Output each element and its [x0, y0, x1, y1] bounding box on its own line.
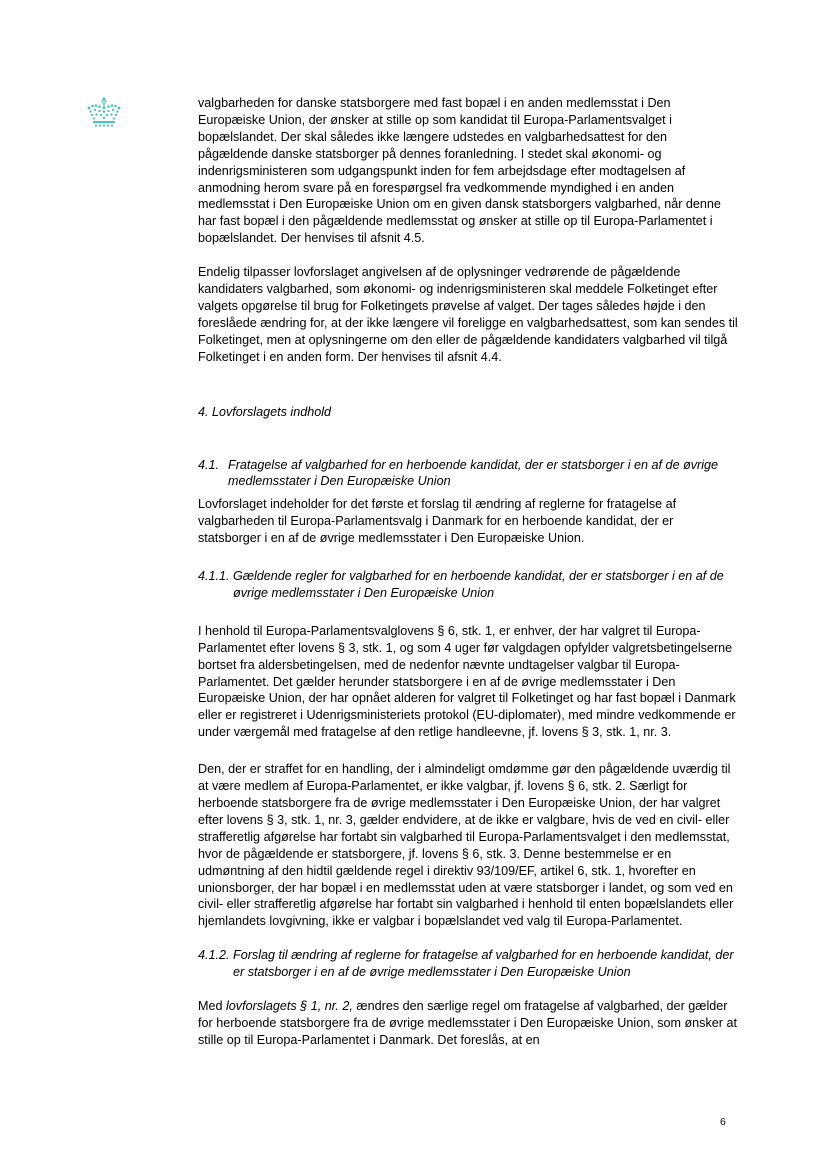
paragraph: I henhold til Europa-Parlamentsvalglovens § 6, stk. 1, er enhver, der har valgret til Europa-Parlamentet efter lovens § 3, stk. 1, og som 4 uger før valgdagen opfylder valgretsbetingelserne bortset fra aldersbetingelsen, med de nedenfor nævnte undtagelser valgbar til Europa-Parlamentet. Det gælder herunder statsborgere i en af de øvrige medlemsstater i Den Europæiske Union, der har opnået alderen for valgret til Folketinget og har fast bopæl i Danmark eller er registreret i Udenrigsministeriets protokol (EU-diplomater), med mindre vedkommende er under værgemål med fratagelse af den retlige handleevne, jf. lovens § 3, stk. 1, nr. 3.: [198, 623, 736, 740]
paragraph: valgbarheden for danske statsborgere med fast bopæl i en anden medlemsstat i Den Europæiske Union, der ønsker at stille op som kandidat til Europa-Parlamentsvalget i bopælslandet. Der skal således ikke længere udstedes en valgbarhedsattest for den pågældende danske statsborger på dennes foranledning. I stedet skal økonomi- og indenrigsministeren som udgangspunkt inden for fem arbejdsdage efter modtagelsen af anmodning herom svare på en forespørgsel fra vedkommende myndighed i en anden medlemsstat i Den Europæiske Union om en given dansk statsborgers valgbarhed, når denne har fast bopæl i den pågældende medlemsstat og ønsker at stille op til Europa-Parlamentet i bopælslandet. Der henvises til afsnit 4.5.: [198, 96, 721, 246]
section-number: 4.1.2.: [198, 948, 230, 963]
section-title: Forslag til ændring af reglerne for fratagelse af valgbarhed for en herboende kandidat, der er statsborger i en af de øvrige medlemsstater i Den Europæiske Union: [233, 948, 734, 980]
paragraph-text: Med: [198, 999, 226, 1014]
page-number: 6: [720, 1116, 726, 1128]
paragraph: Endelig tilpasser lovforslaget angivelsen af de oplysninger vedrørende de pågældende kandidaters valgbarhed, som økonomi- og indenrigsministeren skal meddele Folketinget efter valgets opgørelse til brug for Folketingets prøvelse af valget. Der tages således højde i den foreslåede ændring for, at der ikke længere vil foreligge en valgbarhedsattest, som kan sendes til Folketinget, men at oplysningerne om den eller de pågældende kandidaters valgbarhed vil tilgå Folketinget i en anden form. Der henvises til afsnit 4.4.: [198, 265, 738, 364]
document-body: [198, 95, 738, 1049]
section-heading-4-1: [198, 457, 738, 491]
section-heading-4-1-2: [198, 947, 738, 981]
section-heading-4: 4. Lovforslagets indhold: [198, 404, 332, 419]
paragraph: Lovforslaget indeholder for det første et forslag til ændring af reglerne for fratagelse af valgbarheden til Europa-Parlamentsvalg i Danmark for en herboende kandidat, der er statsborger i en af de øvrige medlemsstater i Den Europæiske Union.: [198, 497, 677, 546]
crown-icon: [86, 96, 122, 130]
paragraph: [198, 998, 738, 1049]
paragraph: Den, der er straffet for en handling, der i almindeligt omdømme gør den pågældende uværdig til at være medlem af Europa-Parlamentet, er ikke valgbar, jf. lovens § 6, stk. 2. Særligt for herboende statsborgere fra de øvrige medlemsstater i Den Europæiske Union, der har valgret efter lovens § 3, stk. 1, nr. 3, gælder endvidere, at de ikke er valgbare, hvis de ved en civil- eller strafferetlig afgørelse har fortabt sin valgbarhed til Europa-Parlamentsvalget i den medlemsstat, hvor de pågældende er statsborgere, jf. lovens § 6, stk. 3. Denne bestemmelse er en udmøntning af den hidtil gældende regel i direktiv 93/109/EF, artikel 6, stk. 1, hvorefter en unionsborger, der har bopæl i en medlemsstat uden at være statsborger i landet, og som ved en civil- eller strafferetlig afgørelse har fortabt sin valgbarhed i henhold til enten bopælslandets eller hjemlandets lovgivning, ikke er valgbar i bopælslandet ved valg til Europa-Parlamentet.: [198, 762, 734, 929]
section-heading-4-1-1: [198, 568, 738, 602]
section-number: 4.1.1.: [198, 569, 230, 584]
section-title: Fratagelse af valgbarhed for en herboende kandidat, der er statsborger i en af de øvrige medlemsstater i Den Europæiske Union: [228, 457, 719, 489]
section-title: Gældende regler for valgbarhed for en herboende kandidat, der er statsborger i en af de øvrige medlemsstater i Den Europæiske Union: [233, 569, 724, 600]
section-number: 4.1.: [198, 457, 220, 472]
paragraph-text: ændres den særlige regel om fratagelse af valgbarhed, der gælder for herboende statsborgere fra de øvrige medlemsstater i Den Europæiske Union, som ønsker at stille op til Europa-Parlamentet i Danmark. Det foreslås, at en: [198, 999, 737, 1047]
law-reference: lovforslagets § 1, nr. 2,: [226, 999, 353, 1014]
